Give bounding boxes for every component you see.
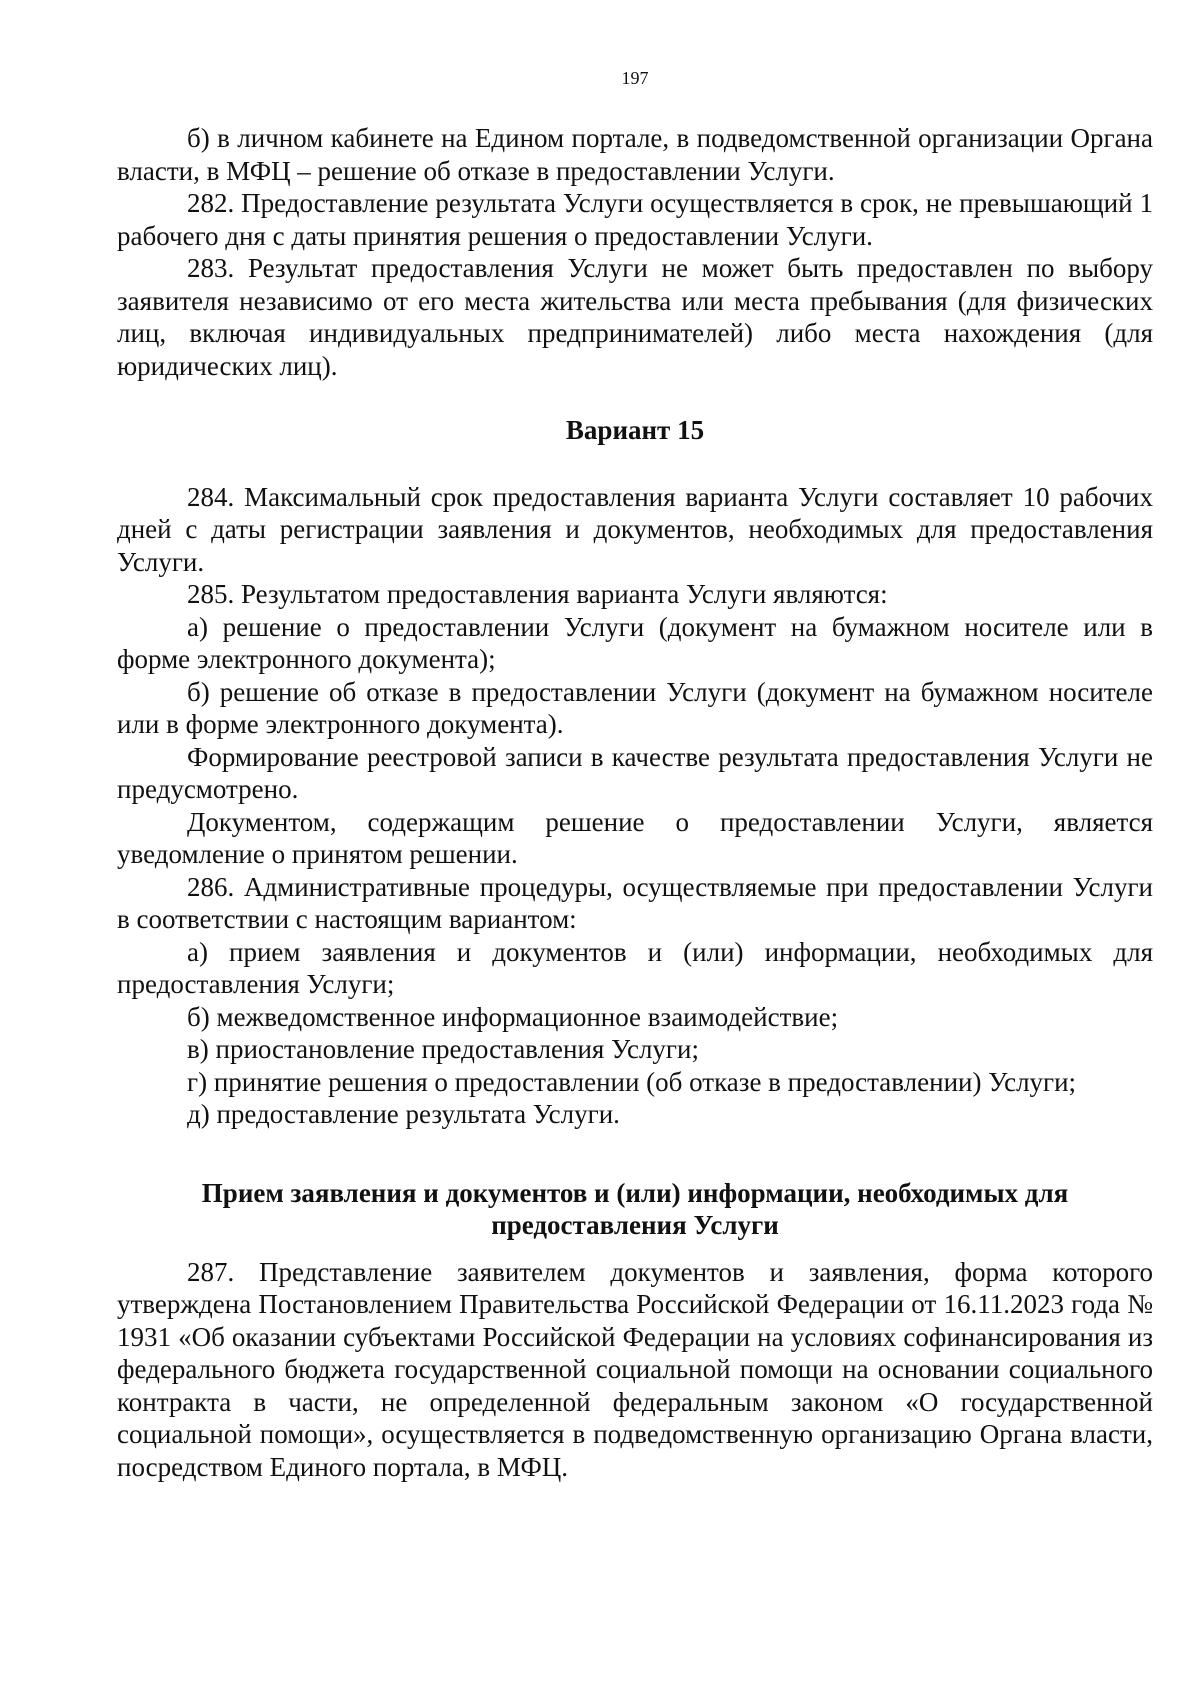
paragraph-286-b: б) межведомственное информационное взаимодействие; (187, 1001, 839, 1032)
paragraph-285-b: б) решение об отказе в предоставлении Услуги (документ на бумажном носителе или в форме электронного документа). (117, 676, 1153, 739)
paragraph-286-d: г) принятие решения о предоставлении (об отказе в предоставлении) Услуги; (187, 1066, 1077, 1097)
paragraph-decision-document: Документом, содержащим решение о предоставлении Услуги, является уведомление о принятом решении. (117, 806, 1153, 869)
paragraph-registry-record: Формирование реестровой записи в качестве результата предоставления Услуги не предусмотрено. (117, 741, 1153, 804)
variant-heading: Вариант 15 (565, 415, 705, 445)
paragraph-287: 287. Представление заявителем документов и заявления, форма которого утверждена Постановлением Правительства Российской Федерации от 16.11.2023 года № 1931 «Об оказании субъектами Российской Федерации на условиях софинансирования из федерального бюджета государственной социальной помощи на основании социального контракта в части, не определенной федеральным законом «О государственной социальной помощи», осуществляется в подведомственную организацию Органа власти, посредством Единого портала, в МФЦ. (117, 1256, 1153, 1482)
paragraph-285-a: а) решение о предоставлении Услуги (документ на бумажном носителе или в форме электронного документа); (117, 611, 1153, 674)
paragraph-286: 286. Административные процедуры, осуществляемые при предоставлении Услуги в соответствии с настоящим вариантом: (117, 871, 1153, 934)
paragraph-286-e: д) предоставление результата Услуги. (187, 1099, 620, 1129)
paragraph-286-a: а) прием заявления и документов и (или) информации, необходимых для предоставления Услуги; (117, 936, 1153, 999)
paragraph-285: 285. Результатом предоставления варианта Услуги являются: (187, 579, 888, 609)
section-heading-line-1: Прием заявления и документов и (или) информации, необходимых для (201, 1177, 1069, 1208)
document-body (117, 122, 1153, 1483)
paragraph-283: 283. Результат предоставления Услуги не может быть предоставлен по выбору заявителя независимо от его места жительства или места пребывания (для физических лиц, включая индивидуальных предпринимателей) либо места нахождения (для юридических лиц). (117, 253, 1153, 381)
paragraph-286-c: в) приостановление предоставления Услуги; (187, 1034, 699, 1064)
paragraph-result-refusal: б) в личном кабинете на Едином портале, в подведомственной организации Органа власти, в МФЦ – решение об отказе в предоставлении Услуги. (117, 123, 1153, 186)
paragraph-284: 284. Максимальный срок предоставления варианта Услуги составляет 10 рабочих дней с даты регистрации заявления и документов, необходимых для предоставления Услуги. (117, 481, 1153, 577)
page-number: 197 (621, 68, 649, 88)
paragraph-282: 282. Предоставление результата Услуги осуществляется в срок, не превышающий 1 рабочего дня с даты принятия решения о предоставлении Услуги. (117, 188, 1153, 251)
section-heading (117, 1177, 1153, 1242)
section-heading-line-2: предоставления Услуги (491, 1210, 779, 1240)
